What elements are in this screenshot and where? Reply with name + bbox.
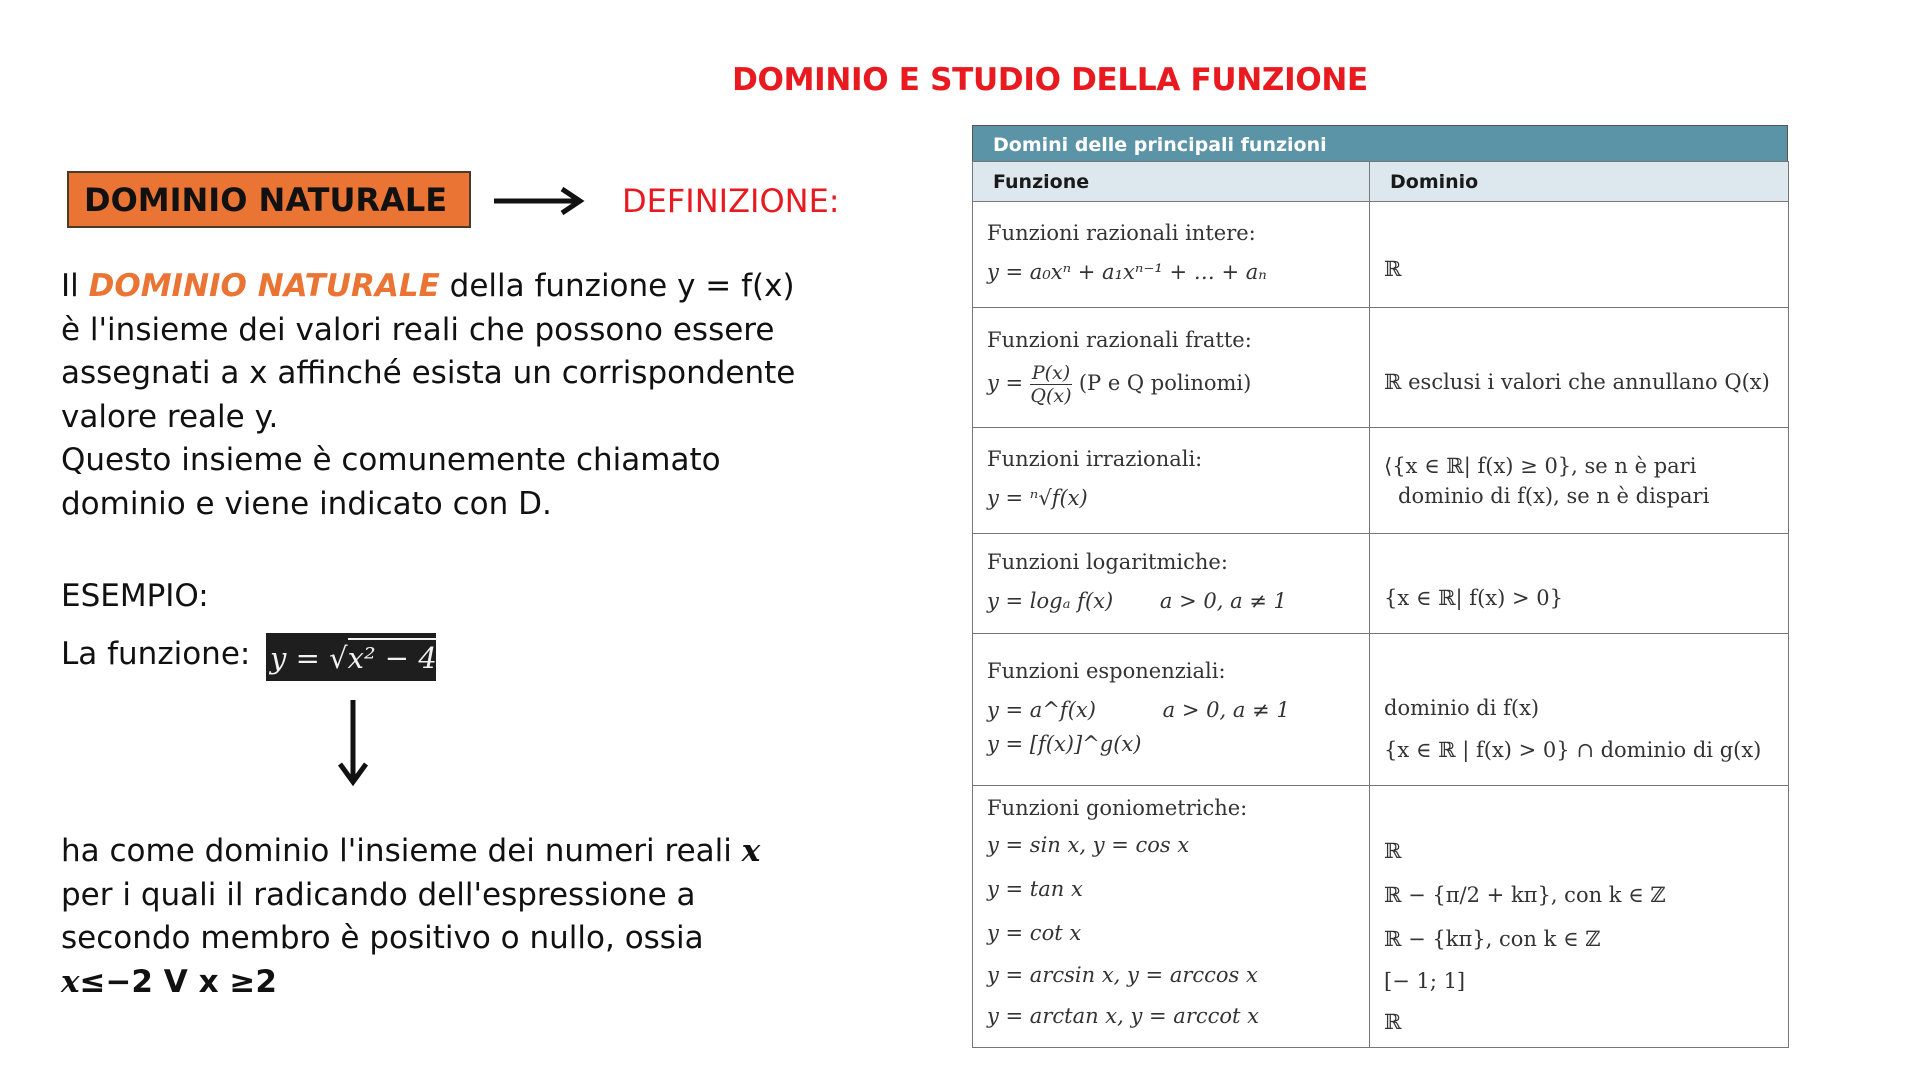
table-row: Funzioni esponenziali: y = a^f(x) a > 0, a ≠ 1 y = [f(x)]^g(x) dominio di f(x) {x ∈ ℝ | f(x) > 0} ∩ dominio di g(x) [973,634,1789,786]
header-dominio: Dominio [1370,162,1789,202]
table-row: Funzioni goniometriche: y = sin x, y = cos x y = tan x y = cot x y = arcsin x, y = arccos x y = arctan x, y = arccot x ℝ ℝ − {π/2 + kπ}, con k ∈ ℤ ℝ − {kπ}, con k ∈ ℤ [− 1; 1] ℝ [973,786,1789,1048]
page-title: DOMINIO E STUDIO DELLA FUNZIONE [732,62,1368,98]
explanation-paragraph: ha come dominio l'insieme dei numeri reali x per i quali il radicando dell'espressione a secondo membro è positivo o nullo, ossia x≤−2 V x ≥2 [61,833,761,1000]
example-label: ESEMPIO: [61,578,209,614]
table-row: Funzioni razionali intere: y = a₀xⁿ + a₁xⁿ⁻¹ + … + aₙ ℝ [973,202,1789,308]
table-row: Funzioni razionali fratte: y = $\frac{P(x)}{Q(x)}$ (P e Q polinomi) ℝ esclusi i valori che annullano Q(x) [973,308,1789,428]
arrow-right-icon [492,186,588,216]
arrow-down-icon [336,698,370,790]
example-intro: La funzione: [61,636,251,672]
domains-table [972,125,1788,1048]
example-formula: y = √x² − 4 [266,633,436,681]
definizione-label: DEFINIZIONE: [622,182,840,220]
table-row: Funzioni logaritmiche: y = logₐ f(x) a > 0, a ≠ 1 {x ∈ ℝ| f(x) > 0} [973,534,1789,634]
highlight-term: DOMINIO NATURALE [88,268,440,304]
header-funzione: Funzione [973,162,1370,202]
definition-paragraph: Il DOMINIO NATURALE della funzione y = f(x) è l'insieme dei valori reali che possono essere assegnati a x affinché esista un corrispondente valore reale y. Questo insieme è comunemente chiamato dominio e viene indicato con D. [61,268,796,522]
table-caption: Domini delle principali funzioni [972,125,1788,161]
table-row: Funzioni irrazionali: y = ⁿ√f(x) ⟨{x ∈ ℝ| f(x) ≥ 0}, se n è pari dominio di f(x), se n è dispari [973,428,1789,534]
dominio-naturale-badge: DOMINIO NATURALE [67,171,471,228]
